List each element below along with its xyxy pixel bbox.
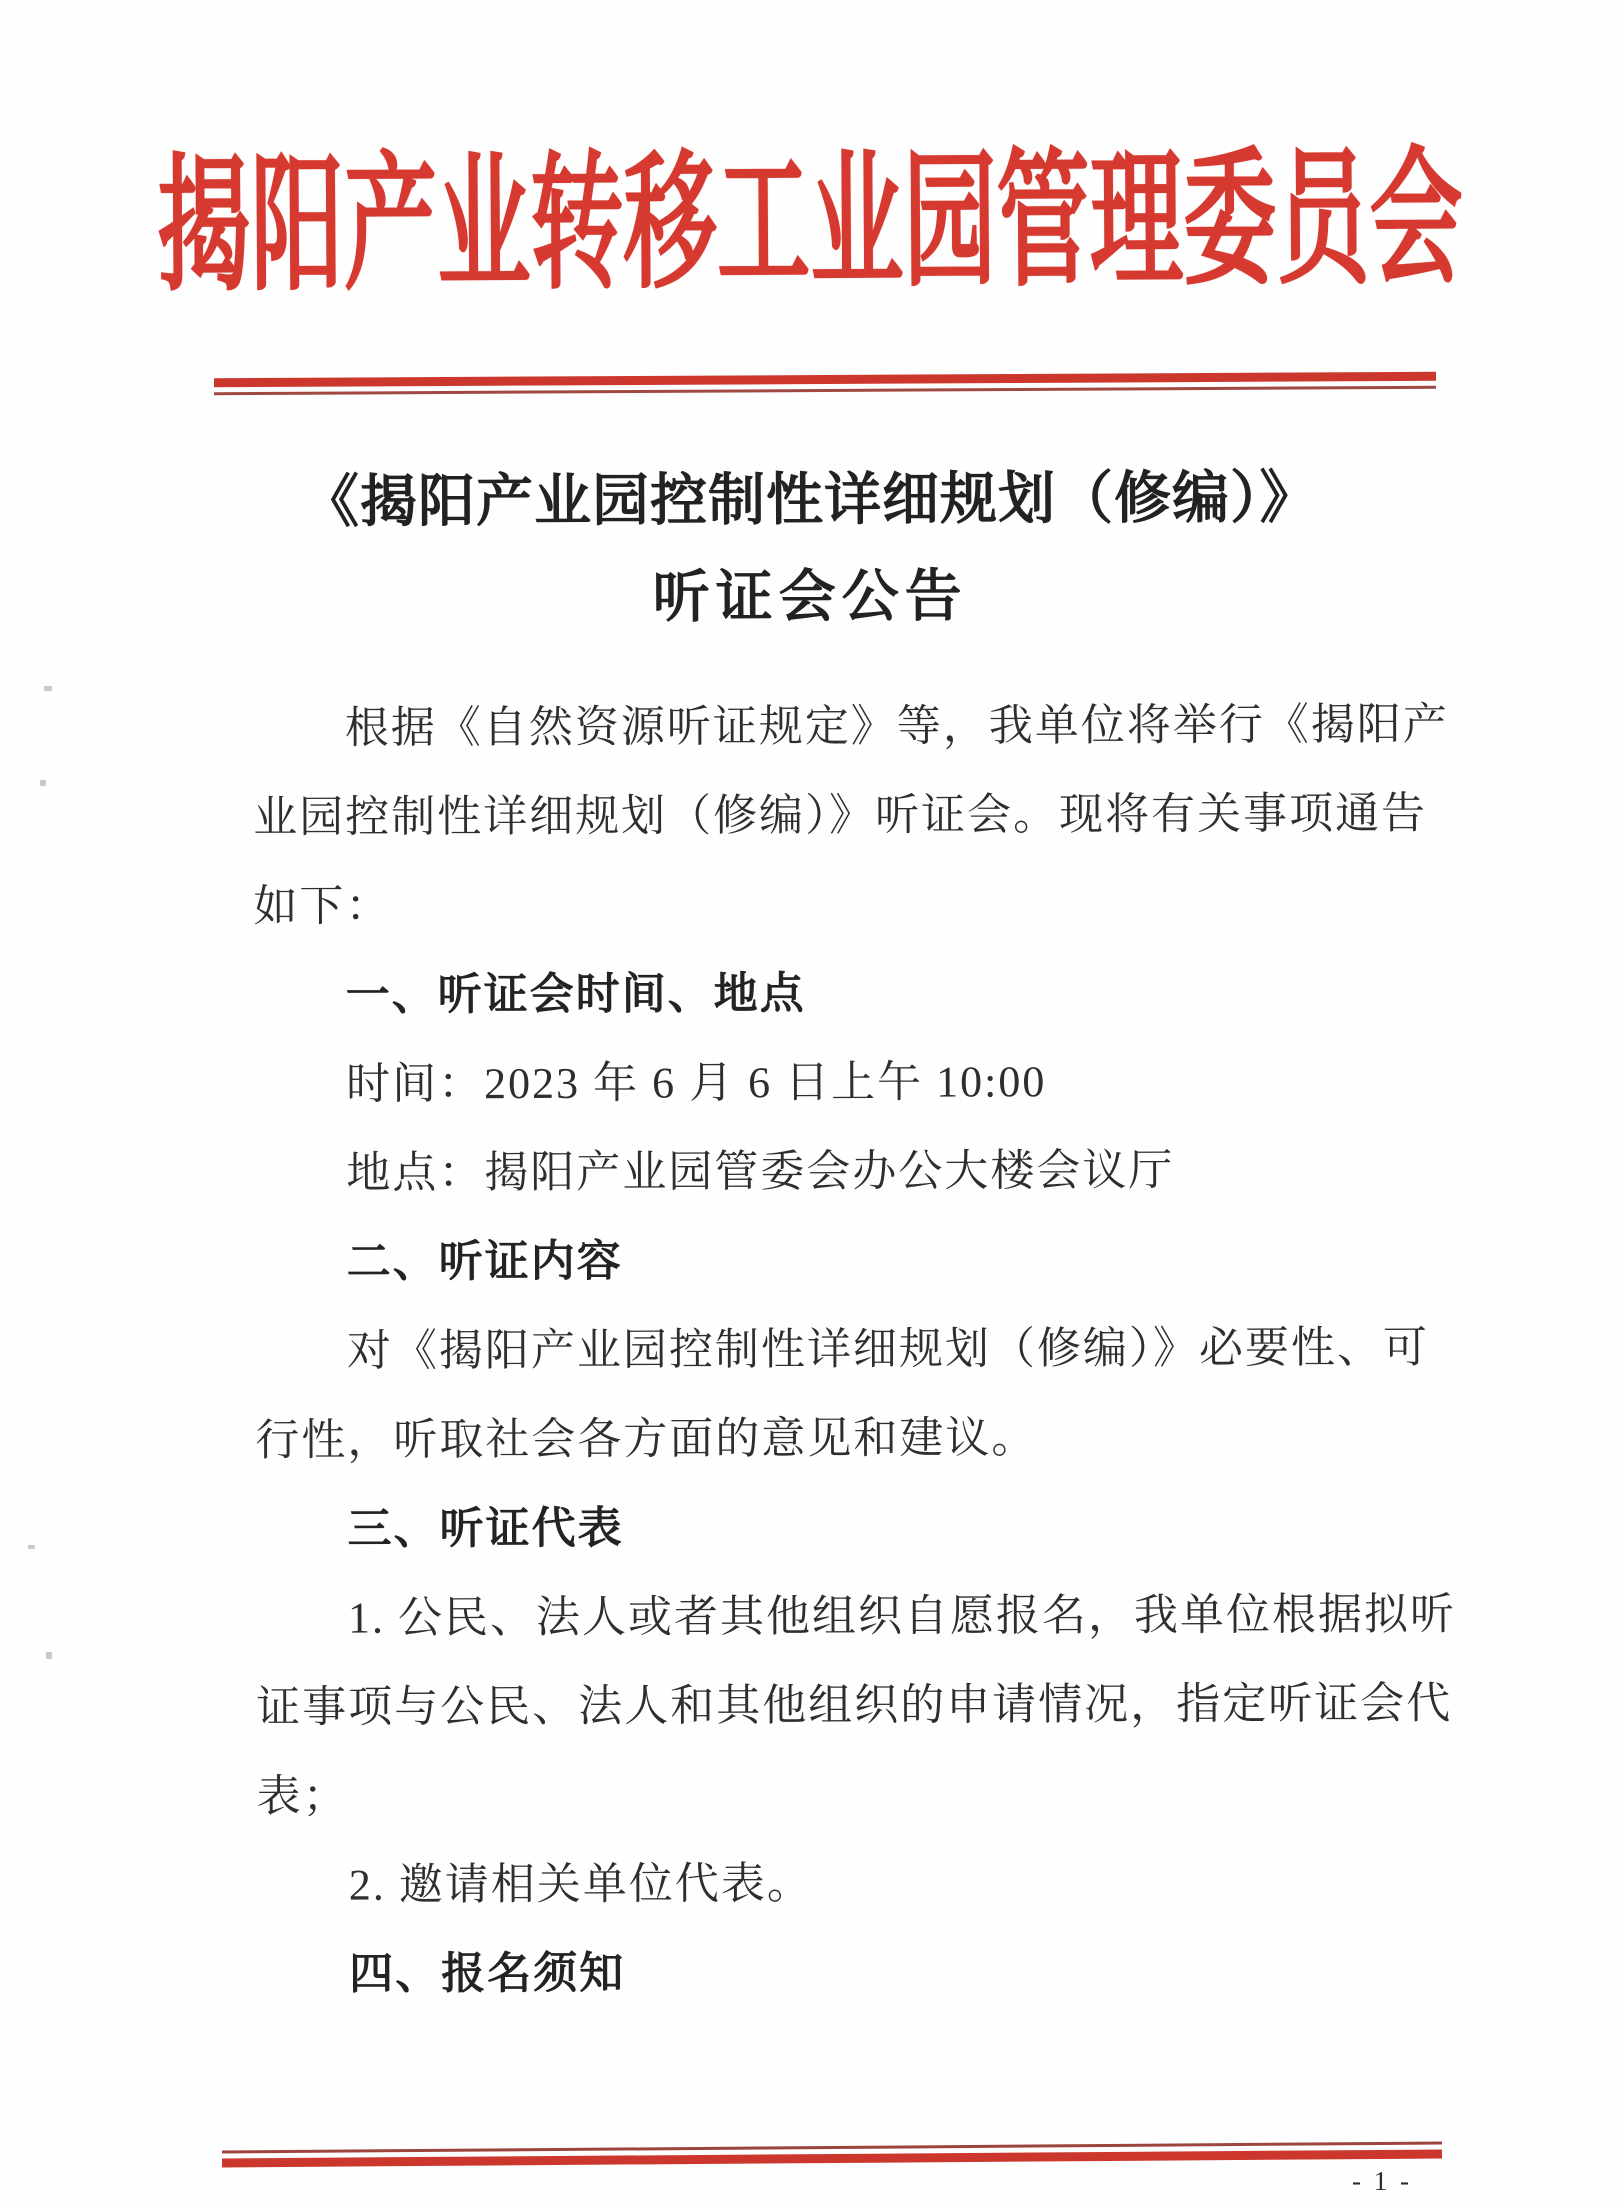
document-line	[254, 947, 1404, 1040]
letterhead-title: 揭阳产业转移工业园管理委员会	[156, 138, 1464, 310]
document-line-text: 表；	[256, 1771, 349, 1822]
document-line-text: 一、听证会时间、地点	[345, 969, 806, 1020]
document-line	[253, 680, 1449, 773]
document-line	[254, 1125, 1404, 1218]
letterhead	[0, 121, 1620, 310]
document-line-text: 时间：2023 年 6 月 6 日上午 10:00	[345, 1057, 1047, 1109]
scan-speck	[44, 686, 52, 691]
scan-speck	[28, 1545, 35, 1549]
document-line-text: 1. 公民、法人或者其他组织自愿报名，我单位根据拟听	[347, 1589, 1457, 1643]
document-title	[0, 448, 1620, 649]
document-line	[256, 1570, 1457, 1663]
document-line	[257, 1837, 1407, 1930]
document-line	[254, 1036, 1404, 1129]
document-line	[255, 1214, 1405, 1307]
letterhead-rule-thin	[214, 386, 1436, 395]
document-line	[255, 1481, 1405, 1574]
document-line-text: 二、听证内容	[346, 1236, 623, 1287]
document-line-text: 业园控制性详细规划（修编）》听证会。现将有关事项通告	[253, 788, 1428, 843]
document-line-text: 2. 邀请相关单位代表。	[348, 1859, 813, 1910]
scan-speck	[40, 780, 46, 786]
document-line	[256, 1659, 1453, 1752]
document-line	[255, 1303, 1430, 1396]
letterhead-rule-thick	[214, 372, 1436, 387]
document-line-text: 三、听证代表	[347, 1503, 624, 1554]
document-line-text: 四、报名须知	[349, 1948, 626, 1999]
document-body	[253, 680, 1457, 2019]
document-line	[253, 769, 1428, 862]
document-line	[257, 1926, 1407, 2019]
document-line	[253, 858, 1403, 951]
document-line	[255, 1392, 1405, 1485]
document-title-line1: 《揭阳产业园控制性详细规划（修编）》	[301, 466, 1318, 535]
document-line-text: 证事项与公民、法人和其他组织的申请情况，指定听证会代	[256, 1678, 1453, 1733]
document-line-text: 如下：	[253, 881, 392, 932]
document-line-text: 行性，听取社会各方面的意见和建议。	[255, 1413, 1038, 1466]
document-line-text: 根据《自然资源听证规定》等，我单位将举行《揭阳产	[344, 699, 1449, 753]
page-number: - 1 -	[1352, 2166, 1412, 2196]
footer-rule-thick	[222, 2150, 1442, 2168]
scan-speck	[46, 1652, 52, 1659]
document-line-text: 地点：揭阳产业园管委会办公大楼会议厅	[346, 1145, 1175, 1198]
document-line-text: 对《揭阳产业园控制性详细规划（修编）》必要性、可	[346, 1322, 1430, 1376]
document-title-line2: 听证会公告	[652, 565, 968, 630]
document-line	[256, 1748, 1406, 1841]
